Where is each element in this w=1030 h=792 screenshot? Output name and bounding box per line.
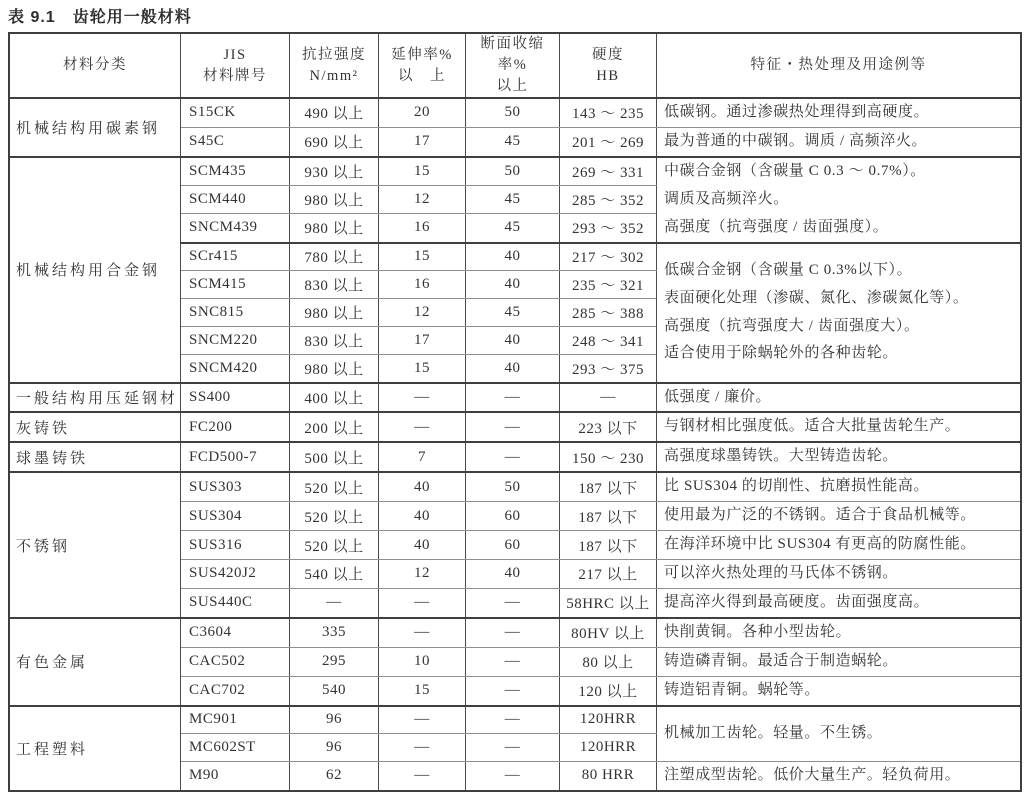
feature-cell: 铸造磷青铜。最适合于制造蜗轮。: [657, 647, 1022, 676]
tensile-cell: 830 以上: [290, 271, 379, 299]
reduction-cell: —: [466, 706, 560, 734]
feature-cell: 比 SUS304 的切削性、抗磨损性能高。: [657, 472, 1022, 501]
table-row: [9, 706, 1021, 734]
hardness-cell: 217 以上: [560, 559, 657, 588]
elongation-cell: —: [379, 618, 466, 647]
elongation-cell: —: [379, 762, 466, 791]
elongation-cell: 7: [379, 442, 466, 472]
tensile-cell: 295: [290, 647, 379, 676]
reduction-cell: 40: [466, 271, 560, 299]
grade-cell: MC901: [181, 706, 290, 734]
reduction-cell: 60: [466, 531, 560, 560]
hardness-cell: 285 ～ 388: [560, 299, 657, 327]
feature-cell: 快削黄铜。各种小型齿轮。: [657, 618, 1022, 647]
hardness-cell: 120HRR: [560, 734, 657, 762]
elongation-cell: 40: [379, 472, 466, 501]
hardness-cell: 235 ～ 321: [560, 271, 657, 299]
grade-cell: SUS440C: [181, 588, 290, 617]
elongation-cell: 10: [379, 647, 466, 676]
grade-cell: SNCM439: [181, 214, 290, 243]
feature-cell: 提高淬火得到最高硬度。齿面强度高。: [657, 588, 1022, 617]
reduction-cell: 40: [466, 559, 560, 588]
hardness-cell: 269 ～ 331: [560, 157, 657, 186]
hardness-cell: 293 ～ 352: [560, 214, 657, 243]
grade-cell: SNCM420: [181, 355, 290, 383]
column-header-hardness: 硬度 HB: [560, 33, 657, 98]
hardness-cell: 217 ～ 302: [560, 243, 657, 271]
tensile-cell: 540 以上: [290, 559, 379, 588]
header-row: [9, 33, 1021, 98]
grade-cell: SS400: [181, 383, 290, 413]
elongation-cell: 40: [379, 502, 466, 531]
elongation-cell: 15: [379, 355, 466, 383]
column-header-elongation: 延伸率% 以 上: [379, 33, 466, 98]
elongation-cell: —: [379, 412, 466, 442]
grade-cell: FCD500-7: [181, 442, 290, 472]
elongation-cell: 40: [379, 531, 466, 560]
column-header-grade: JIS 材料牌号: [181, 33, 290, 98]
grade-cell: SCM440: [181, 185, 290, 214]
grade-cell: SUS304: [181, 502, 290, 531]
feature-cell: 铸造铝青铜。蜗轮等。: [657, 676, 1022, 705]
tensile-cell: 830 以上: [290, 327, 379, 355]
feature-cell: 高强度球墨铸铁。大型铸造齿轮。: [657, 442, 1022, 472]
elongation-cell: 15: [379, 676, 466, 705]
tensile-cell: 540: [290, 676, 379, 705]
reduction-cell: —: [466, 762, 560, 791]
tensile-cell: 200 以上: [290, 412, 379, 442]
reduction-cell: 45: [466, 299, 560, 327]
grade-cell: SNCM220: [181, 327, 290, 355]
tensile-cell: 490 以上: [290, 98, 379, 127]
elongation-cell: 15: [379, 157, 466, 186]
materials-table: [8, 32, 1022, 792]
tensile-cell: 520 以上: [290, 472, 379, 501]
category-cell: 工程塑料: [9, 706, 181, 791]
grade-cell: CAC502: [181, 647, 290, 676]
elongation-cell: —: [379, 734, 466, 762]
column-header-reduction: 断面收缩率% 以上: [466, 33, 560, 98]
reduction-cell: —: [466, 618, 560, 647]
reduction-cell: —: [466, 442, 560, 472]
grade-cell: FC200: [181, 412, 290, 442]
reduction-cell: 40: [466, 327, 560, 355]
hardness-cell: 293 ～ 375: [560, 355, 657, 383]
tensile-cell: 96: [290, 734, 379, 762]
elongation-cell: 12: [379, 185, 466, 214]
category-cell: 一般结构用压延钢材: [9, 383, 181, 413]
tensile-cell: 980 以上: [290, 355, 379, 383]
table-row: [9, 157, 1021, 186]
reduction-cell: —: [466, 383, 560, 413]
hardness-cell: 80 以上: [560, 647, 657, 676]
category-cell: 灰铸铁: [9, 412, 181, 442]
feature-cell: 使用最为广泛的不锈钢。适合于食品机械等。: [657, 502, 1022, 531]
tensile-cell: 780 以上: [290, 243, 379, 271]
hardness-cell: 187 以下: [560, 472, 657, 501]
elongation-cell: 16: [379, 271, 466, 299]
table-row: [9, 442, 1021, 472]
feature-cell: 注塑成型齿轮。低价大量生产。轻负荷用。: [657, 762, 1022, 791]
category-cell: 球墨铸铁: [9, 442, 181, 472]
table-header: [9, 33, 1021, 98]
tensile-cell: 980 以上: [290, 299, 379, 327]
feature-cell: 最为普通的中碳钢。调质 / 高频淬火。: [657, 127, 1022, 156]
feature-cell: 低碳合金钢（含碳量 C 0.3%以下）。 表面硬化处理（渗碳、氮化、渗碳氮化等）。 高强度（抗弯强度大 / 齿面强度大）。 适合使用于除蜗轮外的各种齿轮。: [657, 243, 1022, 383]
feature-cell: 与钢材相比强度低。适合大批量齿轮生产。: [657, 412, 1022, 442]
tensile-cell: 62: [290, 762, 379, 791]
hardness-cell: 120 以上: [560, 676, 657, 705]
elongation-cell: 17: [379, 127, 466, 156]
elongation-cell: —: [379, 706, 466, 734]
reduction-cell: 50: [466, 98, 560, 127]
hardness-cell: 58HRC 以上: [560, 588, 657, 617]
feature-cell: 低强度 / 廉价。: [657, 383, 1022, 413]
reduction-cell: —: [466, 588, 560, 617]
category-cell: 机械结构用合金钢: [9, 157, 181, 383]
grade-cell: MC602ST: [181, 734, 290, 762]
hardness-cell: 143 ～ 235: [560, 98, 657, 127]
reduction-cell: —: [466, 412, 560, 442]
feature-cell: 中碳合金钢（含碳量 C 0.3 ～ 0.7%）。 调质及高频淬火。 高强度（抗弯强度 / 齿面强度）。: [657, 157, 1022, 243]
elongation-cell: —: [379, 383, 466, 413]
hardness-cell: 187 以下: [560, 502, 657, 531]
reduction-cell: 60: [466, 502, 560, 531]
grade-cell: SUS316: [181, 531, 290, 560]
elongation-cell: 16: [379, 214, 466, 243]
reduction-cell: —: [466, 647, 560, 676]
hardness-cell: —: [560, 383, 657, 413]
elongation-cell: 15: [379, 243, 466, 271]
tensile-cell: 980 以上: [290, 185, 379, 214]
tensile-cell: 96: [290, 706, 379, 734]
reduction-cell: 50: [466, 472, 560, 501]
hardness-cell: 80HV 以上: [560, 618, 657, 647]
feature-cell: 可以淬火热处理的马氏体不锈钢。: [657, 559, 1022, 588]
grade-cell: M90: [181, 762, 290, 791]
elongation-cell: 12: [379, 299, 466, 327]
grade-cell: SUS420J2: [181, 559, 290, 588]
grade-cell: SUS303: [181, 472, 290, 501]
grade-cell: S15CK: [181, 98, 290, 127]
column-header-features: 特征・热处理及用途例等: [657, 33, 1022, 98]
feature-cell: 在海洋环境中比 SUS304 有更高的防腐性能。: [657, 531, 1022, 560]
hardness-cell: 223 以下: [560, 412, 657, 442]
table-title: 表 9.1 齿轮用一般材料: [8, 9, 192, 26]
column-header-category: 材料分类: [9, 33, 181, 98]
table-row: [9, 412, 1021, 442]
hardness-cell: 150 ～ 230: [560, 442, 657, 472]
reduction-cell: 40: [466, 243, 560, 271]
table-row: [9, 618, 1021, 647]
category-cell: 有色金属: [9, 618, 181, 706]
grade-cell: SCr415: [181, 243, 290, 271]
feature-cell: 机械加工齿轮。轻量。不生锈。: [657, 706, 1022, 762]
reduction-cell: 45: [466, 127, 560, 156]
hardness-cell: 80 HRR: [560, 762, 657, 791]
tensile-cell: 980 以上: [290, 214, 379, 243]
reduction-cell: —: [466, 734, 560, 762]
category-cell: 机械结构用碳素钢: [9, 98, 181, 157]
tensile-cell: 335: [290, 618, 379, 647]
grade-cell: CAC702: [181, 676, 290, 705]
elongation-cell: 12: [379, 559, 466, 588]
reduction-cell: 45: [466, 214, 560, 243]
grade-cell: S45C: [181, 127, 290, 156]
hardness-cell: 120HRR: [560, 706, 657, 734]
grade-cell: SCM415: [181, 271, 290, 299]
column-header-tensile: 抗拉强度 N/mm²: [290, 33, 379, 98]
elongation-cell: 17: [379, 327, 466, 355]
table-body: [9, 98, 1021, 791]
hardness-cell: 187 以下: [560, 531, 657, 560]
category-cell: 不锈钢: [9, 472, 181, 618]
elongation-cell: —: [379, 588, 466, 617]
hardness-cell: 285 ～ 352: [560, 185, 657, 214]
feature-cell: 低碳钢。通过渗碳热处理得到高硬度。: [657, 98, 1022, 127]
tensile-cell: 520 以上: [290, 502, 379, 531]
tensile-cell: 690 以上: [290, 127, 379, 156]
reduction-cell: 50: [466, 157, 560, 186]
table-row: [9, 472, 1021, 501]
reduction-cell: —: [466, 676, 560, 705]
tensile-cell: 520 以上: [290, 531, 379, 560]
tensile-cell: 400 以上: [290, 383, 379, 413]
reduction-cell: 40: [466, 355, 560, 383]
elongation-cell: 20: [379, 98, 466, 127]
hardness-cell: 248 ～ 341: [560, 327, 657, 355]
table-row: [9, 383, 1021, 413]
table-row: [9, 98, 1021, 127]
tensile-cell: 930 以上: [290, 157, 379, 186]
tensile-cell: —: [290, 588, 379, 617]
tensile-cell: 500 以上: [290, 442, 379, 472]
reduction-cell: 45: [466, 185, 560, 214]
grade-cell: C3604: [181, 618, 290, 647]
hardness-cell: 201 ～ 269: [560, 127, 657, 156]
grade-cell: SNC815: [181, 299, 290, 327]
grade-cell: SCM435: [181, 157, 290, 186]
